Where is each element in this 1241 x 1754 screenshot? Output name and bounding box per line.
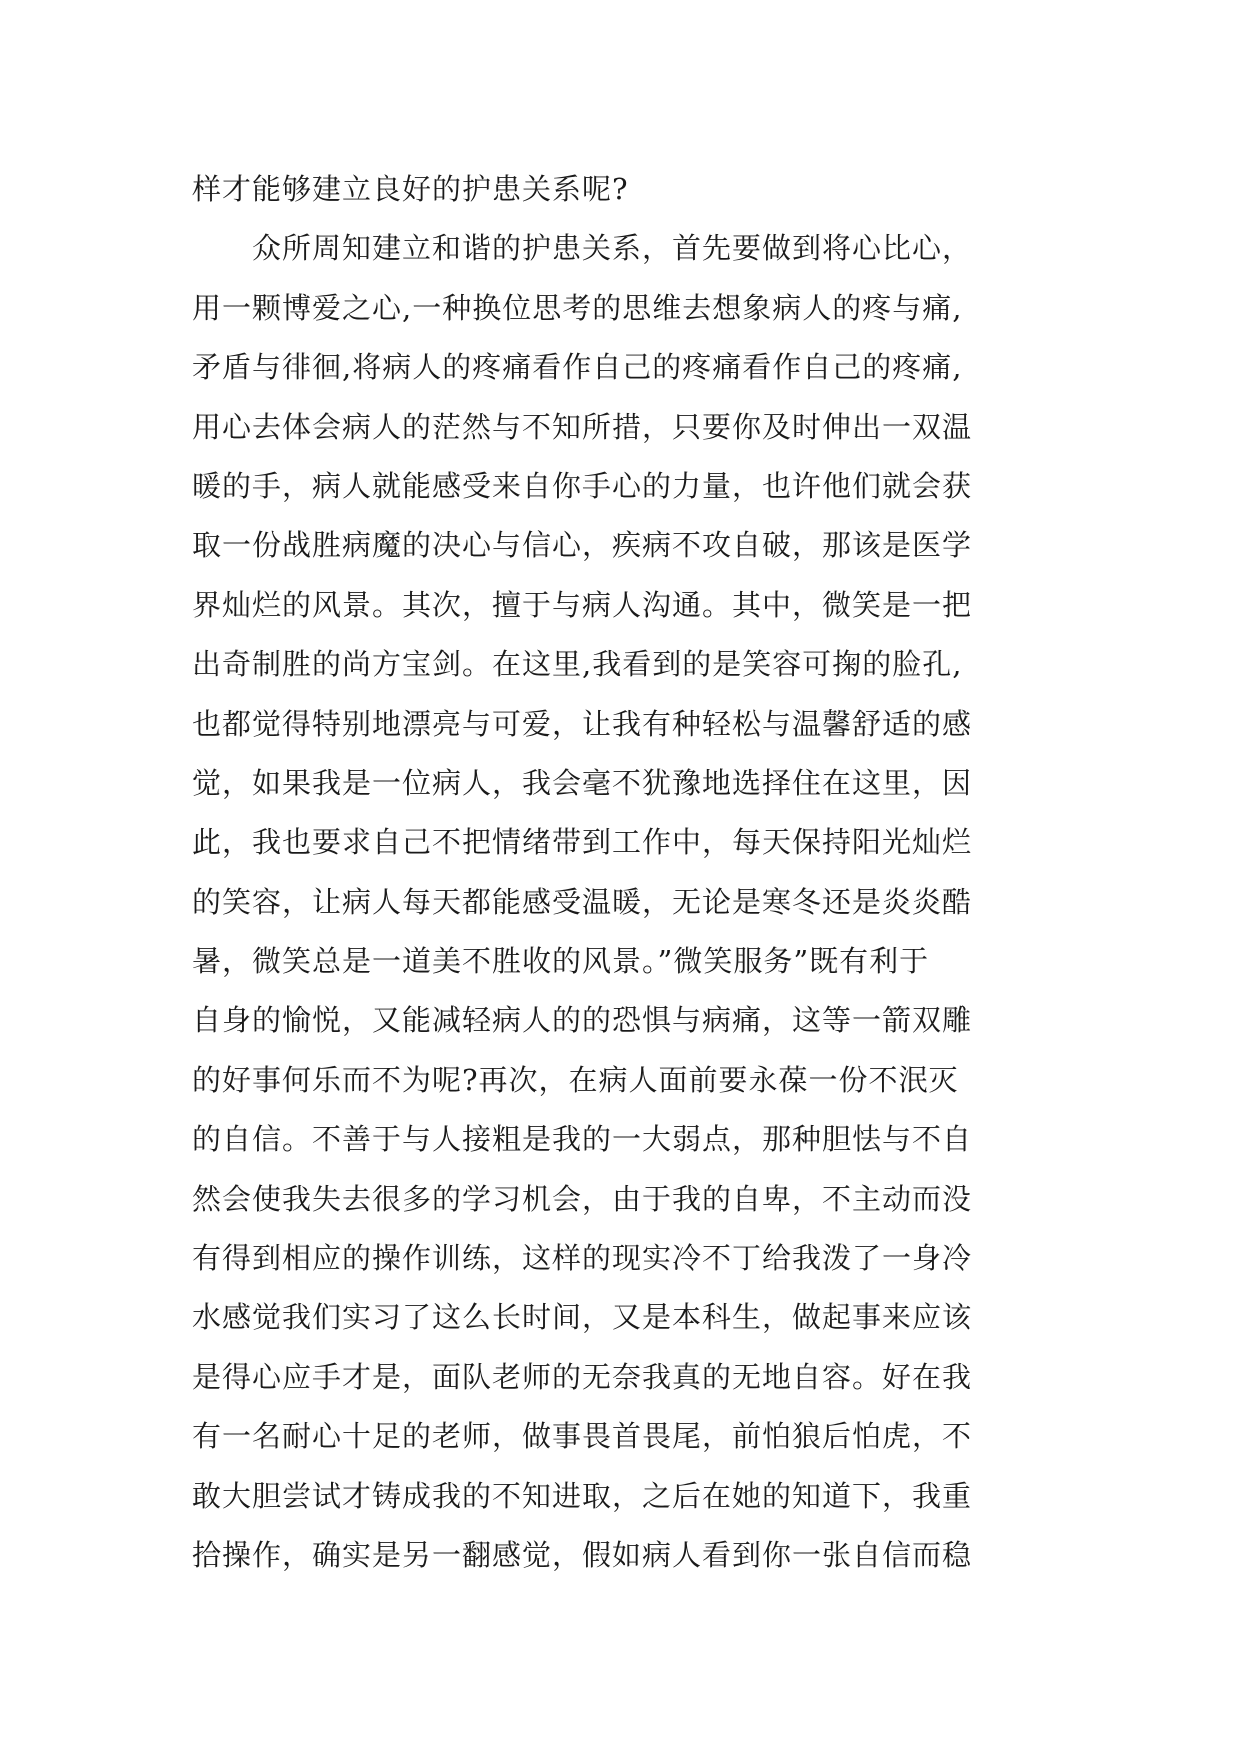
text-line: 取一份战胜病魔的决心与信心，疾病不攻自破，那该是医学 [192, 528, 973, 563]
text-line: 水感觉我们实习了这么长时间，又是本科生，做起事来应该 [192, 1300, 973, 1335]
text-line: 众所周知建立和谐的护患关系，首先要做到将心比心， [192, 231, 973, 266]
text-line: 的自信。不善于与人接粗是我的一大弱点，那种胆怯与不自 [192, 1122, 973, 1157]
text-line: 矛盾与徘徊,将病人的疼痛看作自己的疼痛看作自己的疼痛, [192, 350, 963, 385]
text-line: 自身的愉悦，又能减轻病人的的恐惧与病痛，这等一箭双雕 [192, 1003, 973, 1038]
body-text [192, 160, 1092, 1585]
text-line: 用一颗博爱之心,一种换位思考的思维去想象病人的疼与痛, [192, 290, 963, 325]
text-line: 界灿烂的风景。其次，擅于与病人沟通。其中，微笑是一把 [192, 587, 973, 622]
text-line: 此，我也要求自己不把情绪带到工作中，每天保持阳光灿烂 [192, 825, 973, 860]
text-line: 也都觉得特别地漂亮与可爱，让我有种轻松与温馨舒适的感 [192, 706, 973, 741]
text-line: 敢大胆尝试才铸成我的不知进取，之后在她的知道下，我重 [192, 1478, 973, 1513]
text-line: 拾操作，确实是另一翻感觉，假如病人看到你一张自信而稳 [192, 1537, 973, 1572]
text-line: 暖的手，病人就能感受来自你手心的力量，也许他们就会获 [192, 468, 973, 503]
text-line: 然会使我失去很多的学习机会，由于我的自卑，不主动而没 [192, 1181, 973, 1216]
text-line: 觉，如果我是一位病人，我会毫不犹豫地选择住在这里，因 [192, 765, 973, 800]
text-line: 暑，微笑总是一道美不胜收的风景。”微笑服务”既有利于 [192, 944, 930, 979]
text-line: 的笑容，让病人每天都能感受温暖，无论是寒冬还是炎炎酷 [192, 884, 973, 919]
text-line: 样才能够建立良好的护患关系呢? [192, 172, 629, 206]
text-line: 是得心应手才是，面队老师的无奈我真的无地自容。好在我 [192, 1359, 973, 1394]
text-line: 出奇制胜的尚方宝剑。在这里,我看到的是笑容可掬的脸孔, [192, 647, 963, 682]
text-line: 用心去体会病人的茫然与不知所措，只要你及时伸出一双温 [192, 409, 973, 444]
text-line: 有得到相应的操作训练，这样的现实冷不丁给我泼了一身冷 [192, 1241, 973, 1276]
text-line: 有一名耐心十足的老师，做事畏首畏尾，前怕狼后怕虎，不 [192, 1419, 973, 1454]
text-line: 的好事何乐而不为呢?再次，在病人面前要永葆一份不泯灭 [192, 1062, 959, 1097]
